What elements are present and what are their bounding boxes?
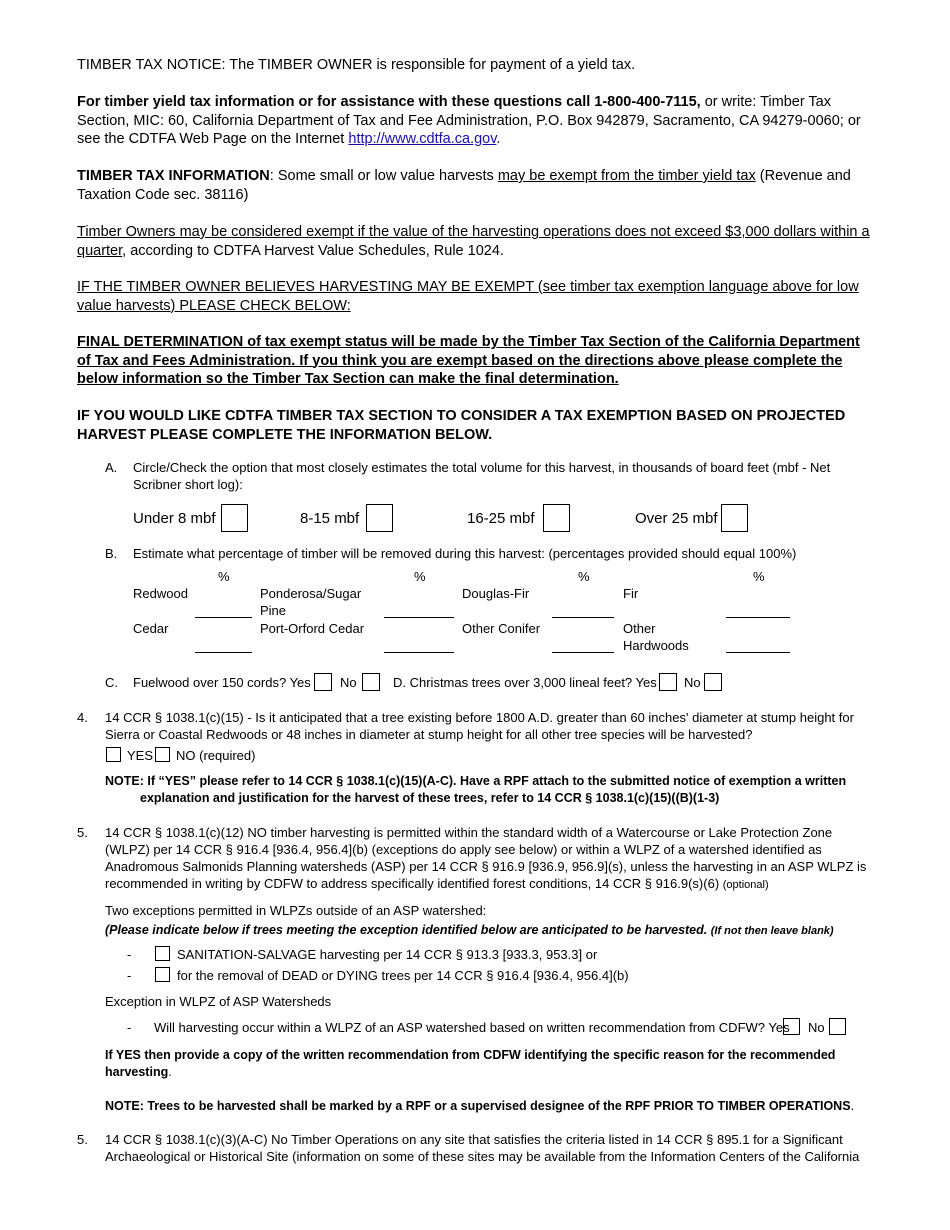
- redwood-pct-sign: %: [218, 569, 230, 584]
- other-conifer-pct-field[interactable]: [552, 652, 614, 653]
- contact-phone-text: For timber yield tax information or for assistance with these questions call 1-800-400-7115,: [77, 94, 701, 110]
- species-redwood: Redwood: [133, 586, 188, 601]
- option-16-25-checkbox[interactable]: [543, 504, 570, 532]
- info-text-1: : Some small or low value harvests: [269, 168, 498, 184]
- dead-dying-checkbox[interactable]: [155, 967, 170, 982]
- q4-text: 14 CCR § 1038.1(c)(15) - Is it anticipated that a tree existing before 1800 A.D. greater than 60 inches' diameter at stump height for Sierra or Coastal Redwoods or 48 inches in diameter at stump height for all other tree species will be harvested?: [105, 710, 854, 742]
- fuelwood-question: Fuelwood over 150 cords? Yes: [133, 675, 311, 690]
- if-yes-end: .: [168, 1065, 172, 1079]
- christmas-no-label: No: [684, 675, 701, 690]
- other-hardwoods-pct-field[interactable]: [726, 652, 790, 653]
- item-a-text: Circle/Check the option that most closely estimates the total volume for this harvest, in thousands of board feet (mbf - Net Scribner short log):: [133, 460, 831, 492]
- species-douglas-fir: Douglas-Fir: [462, 586, 530, 601]
- q4-note-line2: explanation and justification for the harvest of these trees, refer to 14 CCR § 1038.1(c)(15)((B)(1-3): [140, 791, 720, 805]
- fuelwood-no-label: No: [340, 675, 357, 690]
- marking-note: [105, 1099, 875, 1113]
- asp-question: Will harvesting occur within a WLPZ of an ASP watershed based on written recommendation from CDFW? Yes: [154, 1020, 790, 1035]
- timber-tax-notice: TIMBER TAX NOTICE: The TIMBER OWNER is responsible for payment of a yield tax.: [77, 57, 636, 73]
- dash-3: -: [127, 1020, 132, 1035]
- consider-exemption-heading: IF YOU WOULD LIKE CDTFA TIMBER TAX SECTION TO CONSIDER A TAX EXEMPTION BASED ON PROJECTED HARVEST PLEASE COMPLETE THE INFORMATION BELOW.: [77, 408, 846, 443]
- if-yes-paragraph: [105, 1047, 850, 1081]
- info-exempt-underlined: may be exempt from the timber yield tax: [497, 168, 756, 184]
- ponderosa-pct-sign: %: [414, 569, 426, 584]
- item-a-letter: A.: [105, 460, 118, 475]
- option-8-15-checkbox[interactable]: [366, 504, 393, 532]
- q5-text: [105, 824, 870, 894]
- dash-2: -: [127, 968, 132, 983]
- info-heading: TIMBER TAX INFORMATION: [77, 168, 270, 184]
- species-fir: Fir: [623, 586, 639, 601]
- q5-number: 5.: [77, 825, 88, 840]
- cedar-pct-field[interactable]: [195, 652, 252, 653]
- q5b-number: 5.: [77, 1132, 88, 1147]
- contact-address-text: or write: Timber Tax Section, MIC: 60, California Department of Tax and Fee Administration, P.O. Box 942879, Sacramento, CA 94279-0060; or see the CDTFA Web Page on the Internet: [77, 94, 861, 147]
- option-16-25-label: 16-25 mbf: [467, 510, 535, 527]
- species-cedar: Cedar: [133, 621, 169, 636]
- option-over-25-checkbox[interactable]: [721, 504, 748, 532]
- fuelwood-no-checkbox[interactable]: [362, 673, 380, 691]
- q5b-text: 14 CCR § 1038.1(c)(3)(A-C) No Timber Operations on any site that satisfies the criteria listed in 14 CCR § 895.1 for a Significant Archaeological or Historical Site (information on some of these sites may be available from the Information Centers of the California: [105, 1132, 860, 1164]
- douglas-pct-sign: %: [578, 569, 590, 584]
- christmas-trees-question: D. Christmas trees over 3,000 lineal feet? Yes: [393, 675, 657, 690]
- if-yes-text: If YES then provide a copy of the written recommendation from CDFW identifying the specific reason for the recommended harvesting: [105, 1048, 836, 1079]
- info-text-2: (Revenue and Taxation Code sec. 38116): [77, 168, 851, 203]
- please-indicate: [105, 923, 875, 937]
- species-ponderosa: Ponderosa/Sugar Pine: [260, 586, 362, 618]
- redwood-pct-field[interactable]: [195, 617, 252, 618]
- sanitation-salvage-label: SANITATION-SALVAGE harvesting per 14 CCR § 913.3 [933.3, 953.3] or: [177, 947, 598, 962]
- final-determination: FINAL DETERMINATION of tax exempt status will be made by the Timber Tax Section of the California Department of Tax and Fees Administration. If you think you are exempt based on the directions above please complete the below information so the Timber Tax Section can make the final determination.: [77, 334, 860, 387]
- option-over-25-label: Over 25 mbf: [635, 510, 718, 527]
- q5-text-body: 14 CCR § 1038.1(c)(12) NO timber harvesting is permitted within the standard width of a Watercourse or Lake Protection Zone (WLPZ) per 14 CCR § 916.4 [936.4, 956.4](b) (exceptions do apply see below) or within a WLPZ of a watershed identified as Anadromous Salmonids Planning watersheds (ASP) per 14 CCR § 916.9 [936.9, 956.9](s), unless the harvesting in an ASP WLPZ is recommended in writing by CDFW to address specifically identified forest conditions, 14 CCR § 916.9(s)(6): [105, 825, 867, 891]
- species-port-orford-cedar: Port-Orford Cedar: [260, 621, 365, 636]
- fuelwood-yes-checkbox[interactable]: [314, 673, 332, 691]
- option-under-8-checkbox[interactable]: [221, 504, 248, 532]
- asp-no-label: No: [808, 1020, 825, 1035]
- ponderosa-pct-field[interactable]: [384, 617, 454, 618]
- option-8-15-label: 8-15 mbf: [300, 510, 360, 527]
- marking-note-end: .: [850, 1099, 855, 1113]
- q4-no-checkbox[interactable]: [155, 747, 170, 762]
- exempt-underlined: Timber Owners may be considered exempt if the value of the harvesting operations does not exceed $3,000 dollars within a quarter: [77, 224, 870, 259]
- port-orford-pct-field[interactable]: [384, 652, 454, 653]
- item-c-letter: C.: [105, 675, 118, 690]
- species-other-hardwoods: Other Hardwoods: [623, 621, 689, 653]
- q4-yes-checkbox[interactable]: [106, 747, 121, 762]
- two-exceptions-label: Two exceptions permitted in WLPZs outside of an ASP watershed:: [105, 903, 487, 918]
- q4-yes-label: YES: [127, 748, 154, 763]
- q4-number: 4.: [77, 710, 88, 725]
- exception-asp-label: Exception in WLPZ of ASP Watersheds: [105, 994, 332, 1009]
- fir-pct-sign: %: [753, 569, 765, 584]
- christmas-no-checkbox[interactable]: [704, 673, 722, 691]
- exempt-paragraph: [77, 223, 877, 260]
- marking-note-text: NOTE: Trees to be harvested shall be marked by a RPF or a supervised designee of the RPF PRIOR TO TIMBER OPERATIONS: [105, 1099, 851, 1113]
- timber-tax-information: [77, 167, 877, 204]
- christmas-yes-checkbox[interactable]: [659, 673, 677, 691]
- douglas-pct-field[interactable]: [552, 617, 614, 618]
- asp-no-checkbox[interactable]: [829, 1018, 846, 1035]
- contact-paragraph: [77, 93, 877, 149]
- please-indicate-small: (If not then leave blank): [710, 925, 834, 937]
- please-indicate-text: (Please indicate below if trees meeting the exception identified below are anticipated to be harvested.: [105, 923, 711, 937]
- q5-optional: (optional): [722, 879, 769, 891]
- dead-dying-label: for the removal of DEAD or DYING trees per 14 CCR § 916.4 [936.4, 956.4](b): [177, 968, 629, 983]
- asp-yes-checkbox[interactable]: [783, 1018, 800, 1035]
- option-under-8-label: Under 8 mbf: [133, 510, 216, 527]
- species-other-conifer: Other Conifer: [462, 621, 541, 636]
- exempt-rest: , according to CDTFA Harvest Value Schedules, Rule 1024.: [122, 242, 504, 259]
- dash-1: -: [127, 947, 132, 962]
- item-b-text: Estimate what percentage of timber will be removed during this harvest: (percentages provided should equal 100%): [133, 546, 797, 561]
- fir-pct-field[interactable]: [726, 617, 790, 618]
- q4-no-label: NO (required): [176, 748, 256, 763]
- believes-exempt-paragraph: IF THE TIMBER OWNER BELIEVES HARVESTING MAY BE EXEMPT (see timber tax exemption language above for low value harvests) PLEASE CHECK BELOW:: [77, 279, 859, 314]
- q4-note-line1: NOTE: If “YES” please refer to 14 CCR § 1038.1(c)(15)(A-C). Have a RPF attach to the submitted notice of exemption a written: [105, 774, 847, 788]
- cdtfa-web-link[interactable]: http://www.cdtfa.ca.gov: [348, 131, 497, 147]
- item-b-letter: B.: [105, 546, 118, 561]
- contact-end: .: [496, 131, 501, 147]
- sanitation-salvage-checkbox[interactable]: [155, 946, 170, 961]
